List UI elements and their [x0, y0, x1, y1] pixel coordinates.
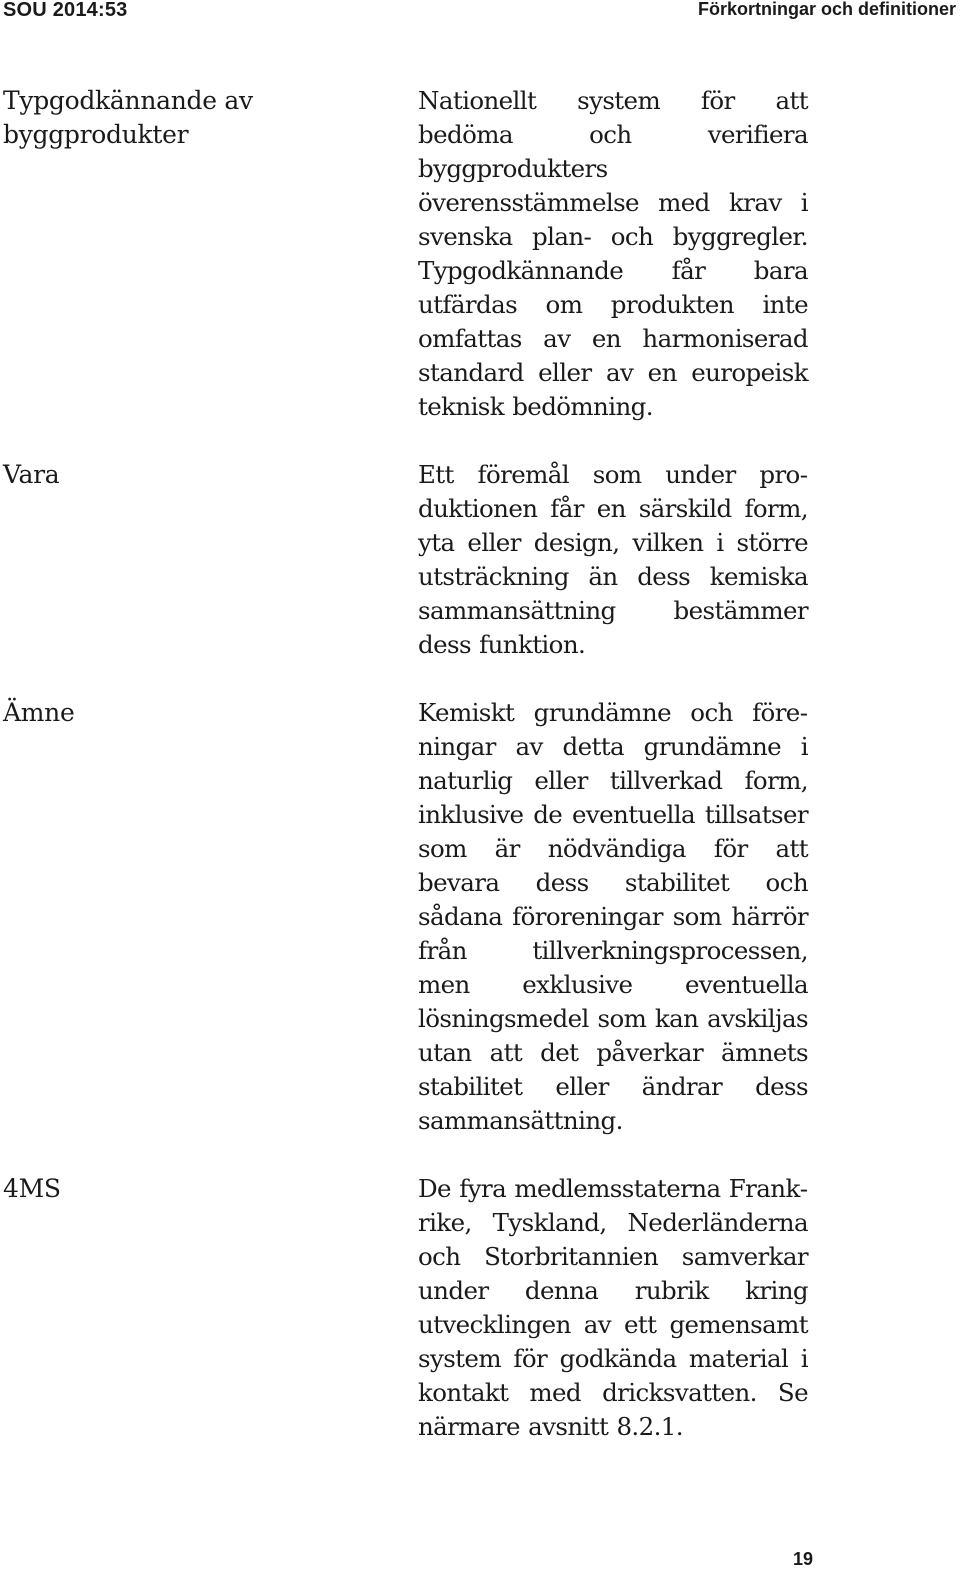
definition-entry: [0, 458, 960, 662]
definition-text: Nationellt system för att bedöma och verifiera byggprodukters överensstämmelse med krav i svenska plan- och byggregler. Typgodkännande får bara utfärdas om produkten inte omfattas av en harmoniserad standard eller av en europeisk teknisk bedömning.: [418, 86, 808, 421]
definition-term: 4MS: [3, 1174, 61, 1203]
page-number: 19: [793, 1549, 814, 1569]
definition-text: De fyra medlemsstaterna Frankrike, Tyskland, Nederländerna och Storbritannien samverkar under denna rubrik kring utvecklingen av ett gemensamt system för godkända material i kontakt med dricksvatten. Se närmare avsnitt 8.2.1.: [418, 1174, 808, 1441]
definition-entry: [0, 1172, 960, 1444]
definition-text: Ett föremål som under produktionen får en särskild form, yta eller design, vilken i större utsträckning än dess kemiska sammansättning bestämmer dess funktion.: [418, 460, 808, 659]
definitions-list: [0, 84, 960, 1478]
definition-term: Vara: [3, 460, 60, 489]
definition-entry: [0, 696, 960, 1138]
running-header: [0, 0, 960, 24]
definition-term: Typgodkännande av byggprodukter: [3, 86, 253, 149]
definition-term: Ämne: [3, 698, 75, 727]
definition-text: Kemiskt grundämne och föreningar av detta grundämne i naturlig eller tillverkad form, inklusive de eventuella tillsatser som är nödvändiga för att bevara dess stabilitet och sådana föroreningar som härrör från tillverkningsprocessen, men exklusive eventuella lösningsmedel som kan avskiljas utan att det påverkar ämnets stabilitet eller ändrar dess sammansättning.: [418, 698, 808, 1135]
section-title: Förkortningar och definitioner: [697, 0, 956, 19]
definition-entry: [0, 84, 960, 424]
report-number: SOU 2014:53: [3, 0, 128, 21]
